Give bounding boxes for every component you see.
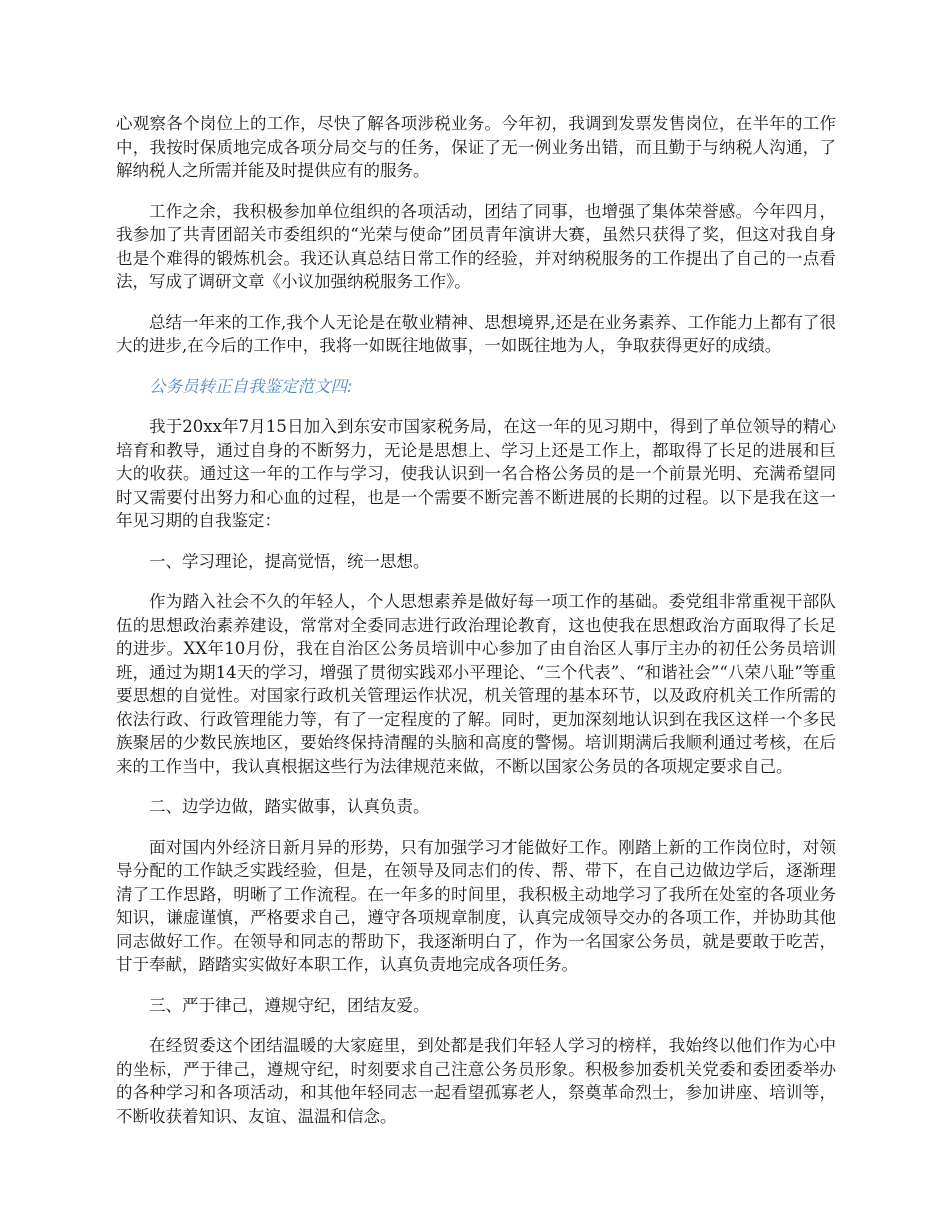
paragraph-intro: 我于20xx年7月15日加入到东安市国家税务局，在这一年的见习期中，得到了单位领导的精心培育和教导，通过自身的不断努力，无论是思想上、学习上还是工作上，都取得了长足的进展和巨大的收获。通过这一年的工作与学习，使我认识到一名合格公务员的是一个前景光明、充满希望同时又需要付出努力和心血的过程，也是一个需要不断完善不断进展的长期的过程。以下是我在这一年见习期的自我鉴定： [116,417,836,530]
document-body [116,112,836,1145]
section-3-body: 在经贸委这个团结温暖的大家庭里，到处都是我们年轻人学习的榜样，我始终以他们作为心中的坐标，严于律己，遵规守纪，时刻要求自己注意公务员形象。积极参加委机关党委和委团委举办的各种学习和各项活动，和其他年轻同志一起看望孤寡老人，祭奠革命烈士，参加讲座、培训等，不断收获着知识、友谊、温温和信念。 [116,1036,836,1126]
section-2-title: 二、边学边做，踏实做事，认真负责。 [149,797,430,816]
section-1-body: 作为踏入社会不久的年轻人，个人思想素养是做好每一项工作的基础。委党组非常重视干部队伍的思想政治素养建设，常常对全委同志进行政治理论教育，这也使我在思想政治方面取得了长足的进步。XX年10月份，我在自治区公务员培训中心参加了由自治区人事厅主办的初任公务员培训班，通过为期14天的学习，增强了贯彻实践邓小平理论、“三个代表”、“和谐社会”“八荣八耻”等重要思想的自觉性。对国家行政机关管理运作状况，机关管理的基本环节，以及政府机关工作所需的依法行政、行政管理能力等，有了一定程度的了解。同时，更加深刻地认识到在我区这样一个多民族聚居的少数民族地区，要始终保持清醒的头脑和高度的警惕。培训期满后我顺利通过考核，在后来的工作当中，我认真根据这些行为法律规范来做，不断以国家公务员的各项规定要求自己。 [116,592,836,776]
paragraph-summary: 总结一年来的工作,我个人无论是在敬业精神、思想境界,还是在业务素养、工作能力上都有了很大的进步,在今后的工作中，我将一如既往地做事，一如既往地为人，争取获得更好的成绩。 [116,312,836,355]
paragraph-job-experience: 心观察各个岗位上的工作，尽快了解各项涉税业务。今年初，我调到发票发售岗位，在半年的工作中，我按时保质地完成各项分局交与的任务，保证了无一例业务出错，而且勤于与纳税人沟通，了解纳税人之所需并能及时提供应有的服务。 [116,114,836,180]
section-1-title: 一、学习理论，提高觉悟，统一思想。 [149,551,430,571]
paragraph-activities: 工作之余，我积极参加单位组织的各项活动，团结了同事，也增强了集体荣誉感。今年四月，我参加了共青团韶关市委组织的“光荣与使命”团员青年演讲大赛，虽然只获得了奖，但这对我自身也是个难得的锻炼机会。我还认真总结日常工作的经验，并对纳税服务的工作提出了自己的一点看法，写成了调研文章《小议加强纳税服务工作》。 [116,201,836,291]
section-heading: 公务员转正自我鉴定范文四: [149,376,353,396]
section-3-title: 三、严于律己，遵规守纪，团结友爱。 [149,995,430,1015]
section-2-body: 面对国内外经济日新月异的形势，只有加强学习才能做好工作。刚踏上新的工作岗位时，对领导分配的工作缺乏实践经验，但是，在领导及同志们的传、帮、带下，在自己边做边学后，逐渐理清了工作思路，明晰了工作流程。在一年多的时间里，我积极主动地学习了我所在处室的各项业务知识，谦虚谨慎，严格要求自己，遵守各项规章制度，认真完成领导交办的各项工作，并协助其他同志做好工作。在领导和同志的帮助下，我逐渐明白了，作为一名国家公务员，就是要敢于吃苦，甘于奉献，踏踏实实做好本职工作，认真负责地完成各项任务。 [116,837,836,974]
